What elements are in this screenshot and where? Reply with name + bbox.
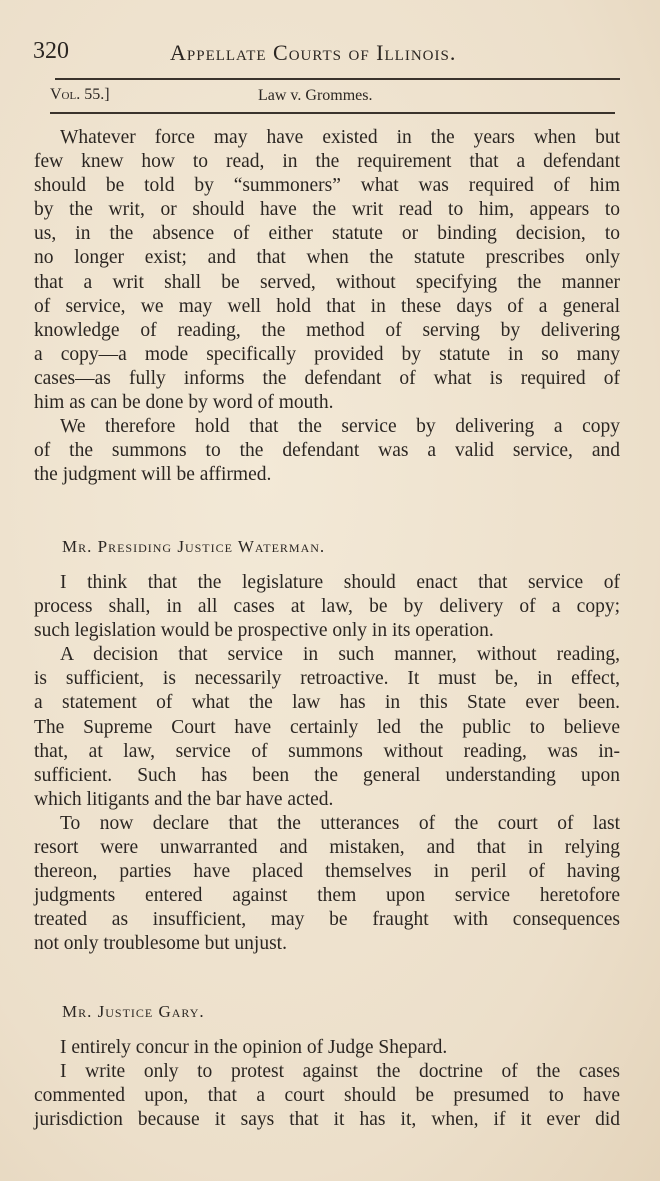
section-heading-waterman: Mr. Presiding Justice Waterman. <box>62 537 326 556</box>
text-line: treated as insufficient, may be fraught with consequences <box>34 909 620 931</box>
text-line: us, in the absence of either statute or binding decision, to <box>34 223 620 245</box>
case-name: Law v. Grommes. <box>258 87 373 104</box>
header-rule-bottom <box>50 112 615 114</box>
text-line: a copy—a mode specifically provided by statute in so many <box>34 343 620 365</box>
header-rule-top <box>55 78 620 80</box>
paragraph <box>34 571 620 643</box>
text-line: should be told by “summoners” what was required of him <box>34 175 620 197</box>
text-line: sufficient. Such has been the general understanding upon <box>34 764 620 786</box>
text-line: judgments entered against them upon service heretofore <box>34 885 620 907</box>
opinion-waterman <box>34 571 620 957</box>
section-heading-gary: Mr. Justice Gary. <box>62 1002 205 1021</box>
page-number: 320 <box>33 38 69 64</box>
paragraph <box>34 415 620 487</box>
text-line: I write only to protest against the doctrine of the cases <box>60 1061 620 1083</box>
text-line: We therefore hold that the service by delivering a copy <box>60 416 620 438</box>
text-line: is sufficient, is necessarily retroactive. It must be, in effect, <box>34 668 620 690</box>
text-line: cases—as fully informs the defendant of what is required of <box>34 367 620 389</box>
text-line: process shall, in all cases at law, be by delivery of a copy; <box>34 596 620 618</box>
text-line: of service, we may well hold that in these days of a general <box>34 295 620 317</box>
text-line: resort were unwarranted and mistaken, and that in relying <box>34 837 620 859</box>
text-line: The Supreme Court have certainly led the public to believe <box>34 716 620 738</box>
text-line: him as can be done by word of mouth. <box>34 392 334 414</box>
text-line: such legislation would be prospective only in its operation. <box>34 620 494 642</box>
text-line: A decision that service in such manner, without reading, <box>60 644 620 666</box>
paragraph <box>34 812 620 957</box>
text-line: of the summons to the defendant was a valid service, and <box>34 440 620 462</box>
text-line: I entirely concur in the opinion of Judge Shepard. <box>60 1037 448 1058</box>
text-line: To now declare that the utterances of the court of last <box>60 812 620 834</box>
text-line: Whatever force may have existed in the years when but <box>60 127 620 148</box>
text-line: that, at law, service of summons without reading, was in- <box>34 740 620 762</box>
text-line: not only troublesome but unjust. <box>34 933 287 955</box>
text-line: jurisdiction because it says that it has it, when, if it ever did <box>34 1109 620 1131</box>
volume-label: Vol. 55.] <box>50 86 110 103</box>
paragraph <box>34 643 620 812</box>
text-line: commented upon, that a court should be presumed to have <box>34 1085 620 1107</box>
opinion-conclusion <box>34 126 620 487</box>
opinion-gary <box>34 1036 620 1132</box>
paragraph <box>34 1036 620 1060</box>
paragraph <box>34 1060 620 1132</box>
text-line: thereon, parties have placed themselves in peril of having <box>34 861 620 883</box>
text-line: a statement of what the law has in this State ever been. <box>34 692 620 714</box>
text-line: knowledge of reading, the method of serving by delivering <box>34 319 620 341</box>
text-line: that a writ shall be served, without specifying the manner <box>34 271 620 293</box>
text-line: which litigants and the bar have acted. <box>34 788 334 810</box>
text-line: by the writ, or should have the writ read to him, appears to <box>34 199 620 221</box>
text-line: I think that the legislature should enact that service of <box>60 572 620 593</box>
paragraph <box>34 126 620 415</box>
running-title: Appellate Courts of Illinois. <box>170 40 457 65</box>
text-line: few knew how to read, in the requirement that a defendant <box>34 151 620 173</box>
text-line: the judgment will be affirmed. <box>34 464 272 486</box>
text-line: no longer exist; and that when the statute prescribes only <box>34 247 620 269</box>
